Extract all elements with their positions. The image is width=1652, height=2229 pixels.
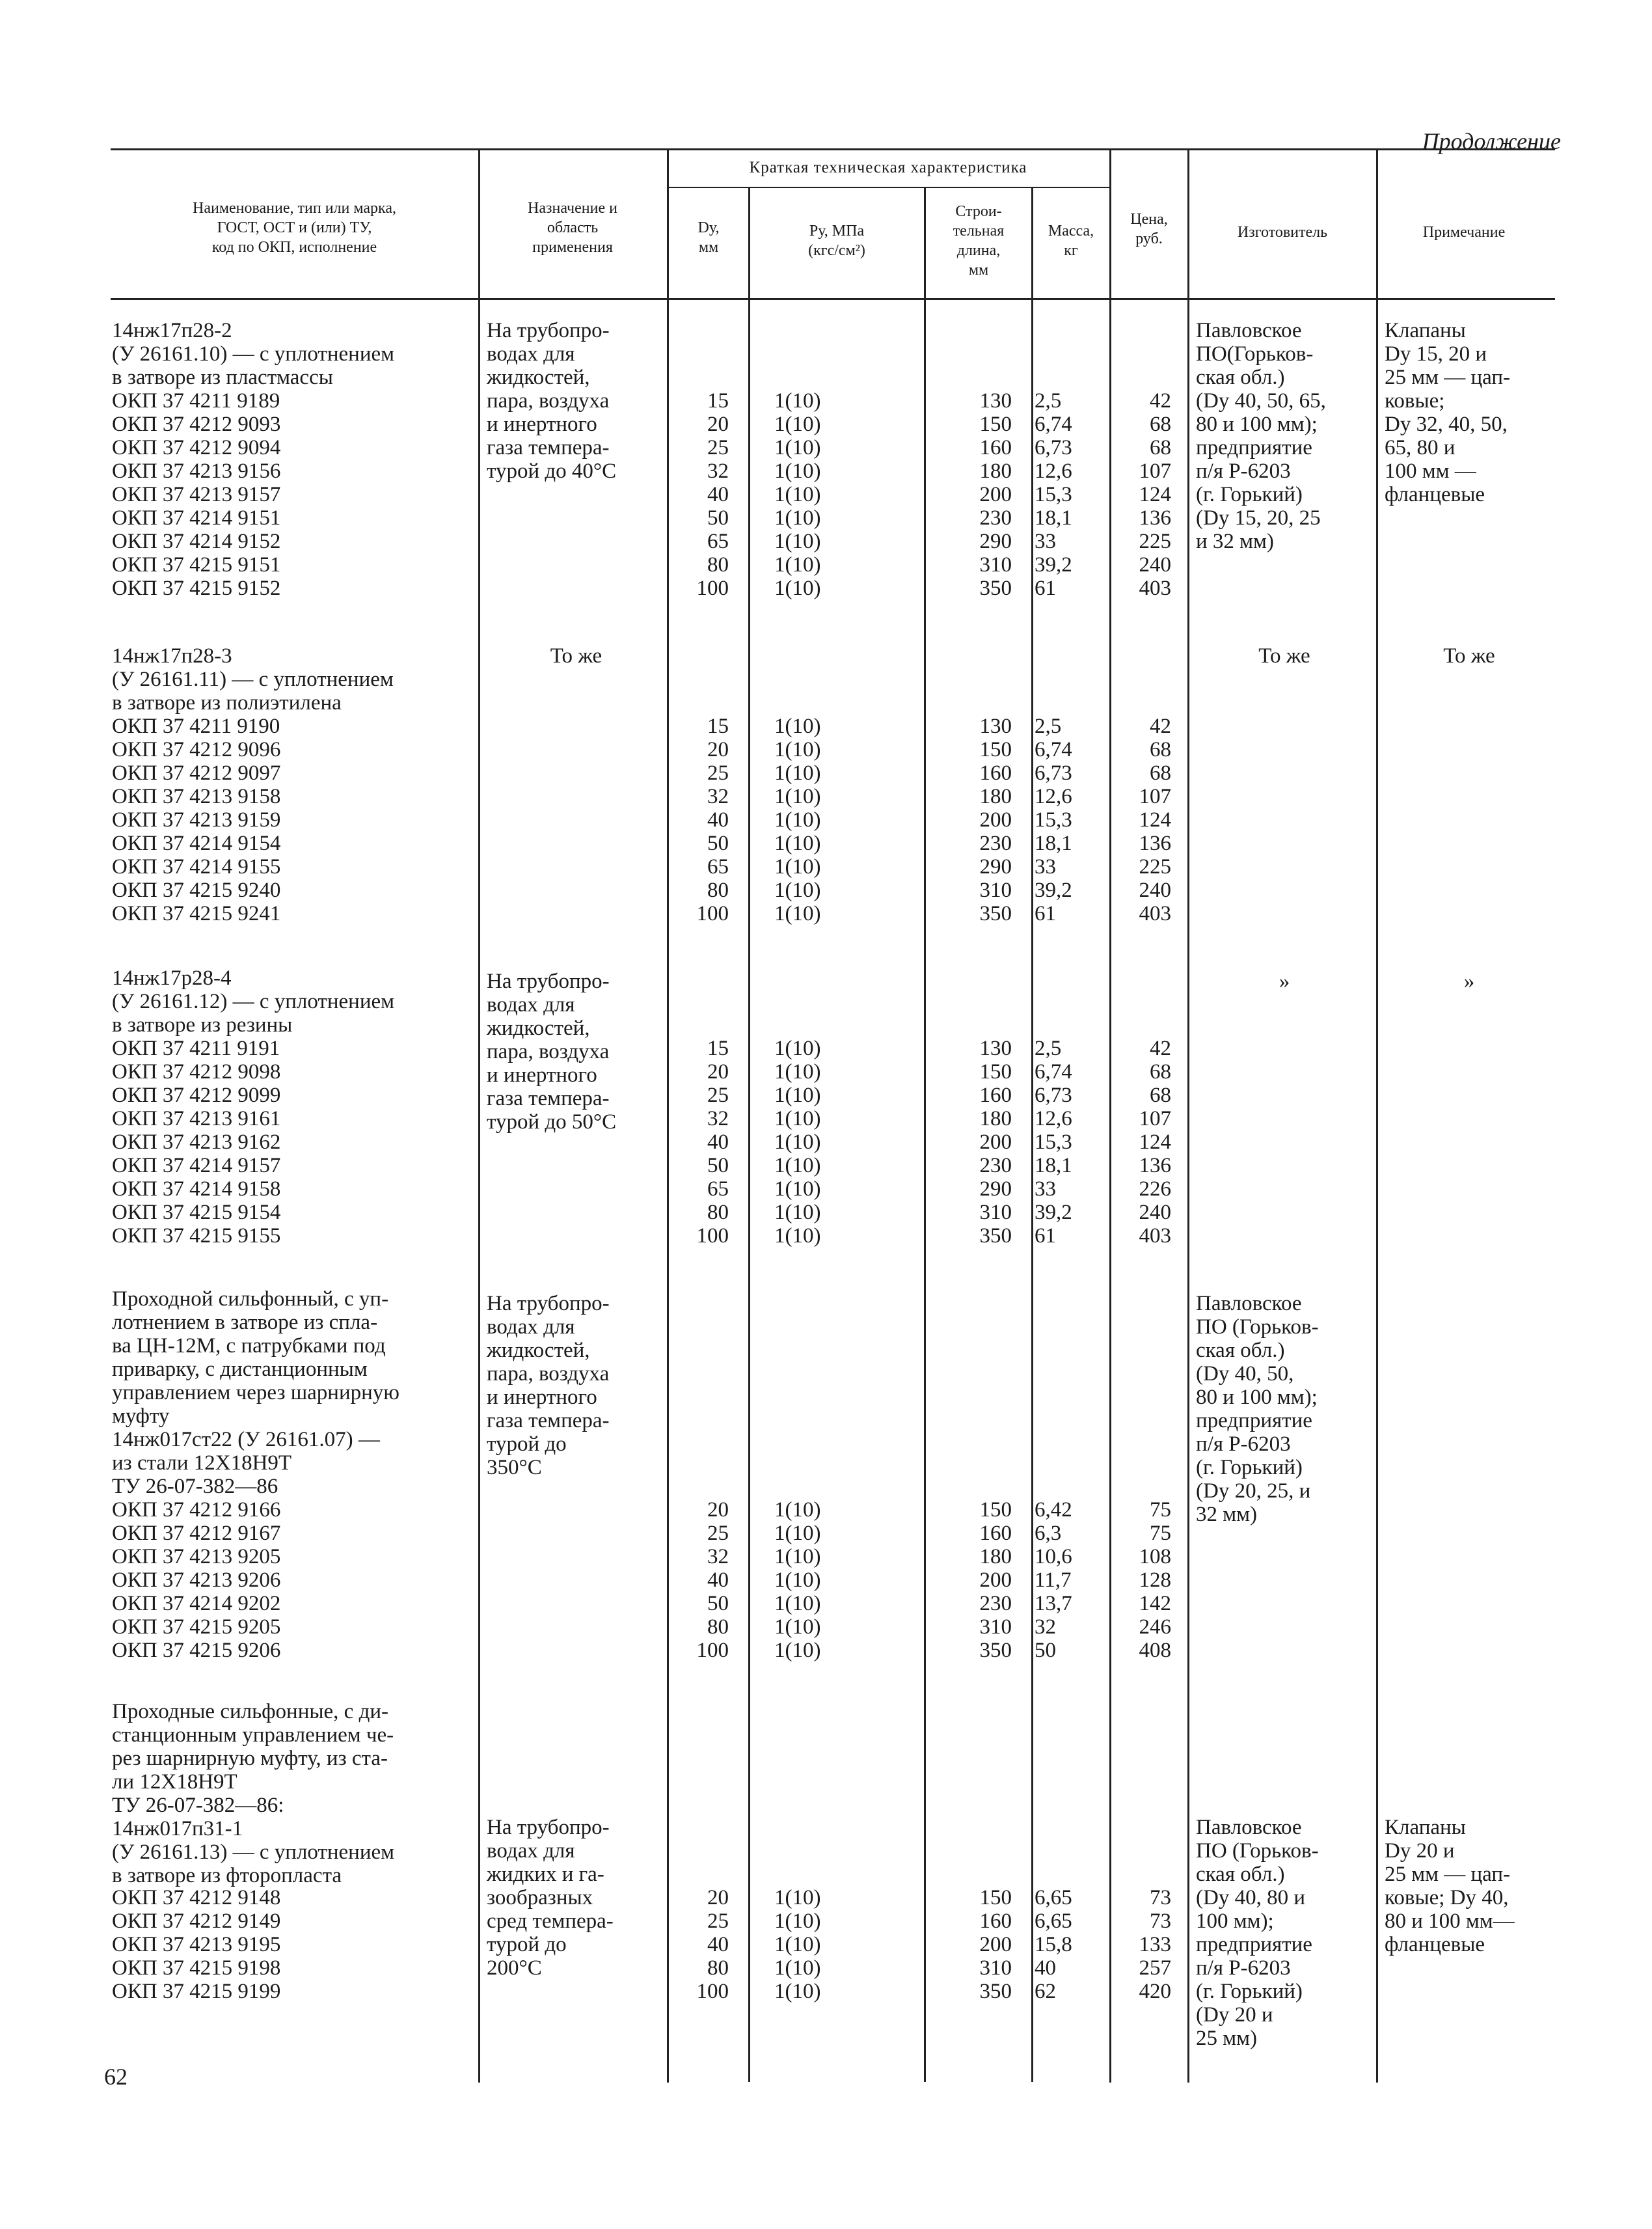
cell-py: 1(10) <box>774 1592 821 1615</box>
cell-length: 180 <box>979 1107 1012 1130</box>
cell-dy: 25 <box>707 761 729 785</box>
cell-length: 150 <box>979 1060 1012 1084</box>
cell-mass: 6,42 <box>1035 1498 1072 1522</box>
cell-length: 180 <box>979 459 1012 483</box>
cell-mass: 18,1 <box>1035 832 1072 855</box>
cell-py: 1(10) <box>774 459 821 483</box>
cell-py: 1(10) <box>774 1956 821 1980</box>
valve-name: 14нж17р28-4 (У 26161.12) — с уплотнением в затворе из резины <box>112 966 395 1037</box>
okp-code: ОКП 37 4214 9155 <box>112 855 281 879</box>
note-text: » <box>1463 970 1475 993</box>
cell-dy: 65 <box>707 855 729 879</box>
cell-length: 230 <box>979 1592 1012 1615</box>
cell-dy: 50 <box>707 1154 729 1177</box>
cell-mass: 39,2 <box>1035 1201 1072 1224</box>
cell-py: 1(10) <box>774 855 821 879</box>
cell-py: 1(10) <box>774 808 821 832</box>
cell-length: 350 <box>979 1980 1012 2003</box>
okp-code: ОКП 37 4212 9093 <box>112 413 281 436</box>
cell-mass: 2,5 <box>1035 715 1062 738</box>
header-bottom-rule <box>111 298 1555 300</box>
cell-dy: 20 <box>707 1498 729 1522</box>
purpose-text: На трубопро- водах для жидкостей, пара, воздуха и инертного газа темпера- турой до 40°С <box>487 319 617 483</box>
cell-mass: 33 <box>1035 530 1056 553</box>
cell-dy: 25 <box>707 436 729 459</box>
cell-length: 310 <box>979 879 1012 902</box>
cell-length: 230 <box>979 832 1012 855</box>
cell-dy: 20 <box>707 413 729 436</box>
cell-dy: 15 <box>707 389 729 413</box>
cell-dy: 25 <box>707 1522 729 1545</box>
col-rule-4 <box>924 188 926 2082</box>
cell-price: 68 <box>1150 761 1171 785</box>
cell-price: 73 <box>1150 1909 1171 1933</box>
col-rule-1 <box>478 150 480 2083</box>
cell-mass: 11,7 <box>1035 1568 1072 1592</box>
cell-mass: 6,65 <box>1035 1909 1072 1933</box>
cell-price: 225 <box>1139 855 1171 879</box>
cell-py: 1(10) <box>774 1933 821 1956</box>
cell-py: 1(10) <box>774 483 821 506</box>
cell-py: 1(10) <box>774 1909 821 1933</box>
cell-length: 180 <box>979 785 1012 808</box>
cell-price: 42 <box>1150 389 1171 413</box>
cell-py: 1(10) <box>774 1060 821 1084</box>
header-note: Примечание <box>1422 224 1506 241</box>
cell-price: 136 <box>1139 506 1171 530</box>
cell-mass: 39,2 <box>1035 879 1072 902</box>
cell-mass: 33 <box>1035 855 1056 879</box>
cell-price: 408 <box>1139 1639 1171 1662</box>
okp-code: ОКП 37 4211 9189 <box>112 389 280 413</box>
okp-code: ОКП 37 4212 9098 <box>112 1060 281 1084</box>
cell-price: 108 <box>1139 1545 1171 1568</box>
cell-length: 150 <box>979 1498 1012 1522</box>
cell-mass: 13,7 <box>1035 1592 1072 1615</box>
cell-length: 290 <box>979 855 1012 879</box>
cell-length: 150 <box>979 738 1012 761</box>
col-rule-7 <box>1187 150 1189 2083</box>
cell-dy: 32 <box>707 1545 729 1568</box>
cell-py: 1(10) <box>774 902 821 925</box>
cell-length: 150 <box>979 1886 1012 1909</box>
cell-py: 1(10) <box>774 506 821 530</box>
cell-mass: 6,73 <box>1035 1084 1072 1107</box>
header-length: Строи- тельная длина, мм <box>953 203 1005 279</box>
cell-dy: 80 <box>707 1615 729 1639</box>
cell-length: 290 <box>979 1177 1012 1201</box>
cell-py: 1(10) <box>774 1084 821 1107</box>
cell-price: 68 <box>1150 436 1171 459</box>
cell-price: 403 <box>1139 577 1171 600</box>
cell-dy: 100 <box>696 1224 729 1248</box>
cell-py: 1(10) <box>774 436 821 459</box>
cell-price: 68 <box>1150 413 1171 436</box>
cell-mass: 39,2 <box>1035 553 1072 577</box>
okp-code: ОКП 37 4214 9152 <box>112 530 281 553</box>
cell-length: 200 <box>979 1130 1012 1154</box>
okp-code: ОКП 37 4213 9162 <box>112 1130 281 1154</box>
col-rule-6 <box>1109 150 1111 2083</box>
cell-mass: 61 <box>1035 577 1056 600</box>
cell-price: 107 <box>1139 1107 1171 1130</box>
okp-code: ОКП 37 4215 9205 <box>112 1615 281 1639</box>
cell-price: 107 <box>1139 459 1171 483</box>
cell-py: 1(10) <box>774 1498 821 1522</box>
cell-dy: 15 <box>707 1037 729 1060</box>
cell-mass: 15,3 <box>1035 483 1072 506</box>
cell-price: 75 <box>1150 1498 1171 1522</box>
cell-length: 310 <box>979 1956 1012 1980</box>
cell-price: 403 <box>1139 1224 1171 1248</box>
cell-py: 1(10) <box>774 1037 821 1060</box>
cell-dy: 15 <box>707 715 729 738</box>
cell-py: 1(10) <box>774 1201 821 1224</box>
note-text: Клапаны Dу 15, 20 и 25 мм — цап- ковые; Dу 32, 40, 50, 65, 80 и 100 мм — фланцевые <box>1385 319 1511 506</box>
cell-dy: 80 <box>707 1956 729 1980</box>
col-rule-2 <box>667 150 669 2083</box>
purpose-text: На трубопро- водах для жидких и га- зообразных сред темпера- турой до 200°С <box>487 1816 614 1980</box>
cell-py: 1(10) <box>774 1177 821 1201</box>
cell-price: 403 <box>1139 902 1171 925</box>
cell-py: 1(10) <box>774 1886 821 1909</box>
cell-length: 200 <box>979 483 1012 506</box>
cell-dy: 65 <box>707 1177 729 1201</box>
cell-price: 226 <box>1139 1177 1171 1201</box>
cell-length: 200 <box>979 808 1012 832</box>
purpose-text: То же <box>550 644 603 668</box>
cell-py: 1(10) <box>774 715 821 738</box>
cell-length: 160 <box>979 1909 1012 1933</box>
cell-dy: 80 <box>707 553 729 577</box>
cell-price: 124 <box>1139 483 1171 506</box>
cell-mass: 2,5 <box>1035 1037 1062 1060</box>
cell-price: 257 <box>1139 1956 1171 1980</box>
cell-py: 1(10) <box>774 1224 821 1248</box>
cell-mass: 61 <box>1035 1224 1056 1248</box>
cell-dy: 20 <box>707 1060 729 1084</box>
okp-code: ОКП 37 4215 9155 <box>112 1224 281 1248</box>
okp-code: ОКП 37 4213 9157 <box>112 483 281 506</box>
cell-dy: 25 <box>707 1909 729 1933</box>
cell-py: 1(10) <box>774 413 821 436</box>
cell-price: 240 <box>1139 879 1171 902</box>
cell-dy: 40 <box>707 1933 729 1956</box>
cell-price: 75 <box>1150 1522 1171 1545</box>
okp-code: ОКП 37 4213 9156 <box>112 459 281 483</box>
valve-name: Проходной сильфонный, с уп- лотнением в затворе из спла- ва ЦН-12М, с патрубками под приварку, с дистанционным управлением через шарнирную муфту 14нж017ст22 (У 26161.07) — из стали 12Х18Н9Т ТУ 26-07-382—86 <box>112 1287 399 1498</box>
okp-code: ОКП 37 4212 9094 <box>112 436 281 459</box>
note-text: Клапаны Dу 20 и 25 мм — цап- ковые; Dу 40, 80 и 100 мм— фланцевые <box>1385 1816 1515 1956</box>
cell-mass: 33 <box>1035 1177 1056 1201</box>
okp-code: ОКП 37 4213 9158 <box>112 785 281 808</box>
header-maker: Изготовитель <box>1237 224 1328 241</box>
cell-length: 230 <box>979 1154 1012 1177</box>
header-name: Наименование, тип или марка, ГОСТ, ОСТ и (или) ТУ, код по ОКП, исполнение <box>193 200 396 256</box>
cell-mass: 15,3 <box>1035 808 1072 832</box>
cell-length: 160 <box>979 1084 1012 1107</box>
col-rule-5 <box>1031 188 1033 2082</box>
header-group: Краткая техническая характеристика <box>749 159 1027 176</box>
cell-length: 200 <box>979 1568 1012 1592</box>
okp-code: ОКП 37 4214 9202 <box>112 1592 281 1615</box>
cell-py: 1(10) <box>774 1980 821 2003</box>
valve-name: Проходные сильфонные, с ди- станционным управлением че- рез шарнирную муфту, из ста- ли 12Х18Н9Т ТУ 26-07-382—86: 14нж017п31-1 (У 26161.13) — с уплотнением в затворе из фторопласта <box>112 1700 395 1887</box>
okp-code: ОКП 37 4212 9167 <box>112 1522 281 1545</box>
cell-py: 1(10) <box>774 1615 821 1639</box>
cell-py: 1(10) <box>774 832 821 855</box>
okp-code: ОКП 37 4212 9166 <box>112 1498 281 1522</box>
okp-code: ОКП 37 4215 9206 <box>112 1639 281 1662</box>
okp-code: ОКП 37 4213 9205 <box>112 1545 281 1568</box>
cell-price: 42 <box>1150 715 1171 738</box>
header-mass: Масса, кг <box>1048 223 1094 259</box>
cell-length: 130 <box>979 1037 1012 1060</box>
maker-text: Павловское ПО (Горьков- ская обл.) (Dу 40, 80 и 100 мм); предприятие п/я Р-6203 (г. Горький) (Dу 20 и 25 мм) <box>1196 1816 1319 2050</box>
cell-dy: 40 <box>707 808 729 832</box>
cell-dy: 32 <box>707 459 729 483</box>
cell-price: 136 <box>1139 832 1171 855</box>
okp-code: ОКП 37 4212 9096 <box>112 738 281 761</box>
okp-code: ОКП 37 4215 9199 <box>112 1980 281 2003</box>
cell-price: 68 <box>1150 1084 1171 1107</box>
cell-py: 1(10) <box>774 1639 821 1662</box>
cell-mass: 15,8 <box>1035 1933 1072 1956</box>
note-text: То же <box>1443 644 1495 668</box>
cell-mass: 12,6 <box>1035 1107 1072 1130</box>
cell-price: 124 <box>1139 1130 1171 1154</box>
maker-text: То же <box>1258 644 1310 668</box>
cell-py: 1(10) <box>774 761 821 785</box>
cell-price: 240 <box>1139 553 1171 577</box>
header-py: Pу, МПа (кгс/см²) <box>808 223 865 259</box>
cell-mass: 6,73 <box>1035 436 1072 459</box>
cell-price: 240 <box>1139 1201 1171 1224</box>
cell-length: 150 <box>979 413 1012 436</box>
okp-code: ОКП 37 4213 9159 <box>112 808 281 832</box>
cell-mass: 6,74 <box>1035 1060 1072 1084</box>
cell-dy: 20 <box>707 1886 729 1909</box>
cell-length: 130 <box>979 715 1012 738</box>
cell-mass: 6,73 <box>1035 761 1072 785</box>
maker-text: Павловское ПО (Горьков- ская обл.) (Dу 40, 50, 80 и 100 мм); предприятие п/я Р-6203 (г. Горький) (Dу 20, 25, и 32 мм) <box>1196 1292 1319 1526</box>
maker-text: » <box>1279 970 1290 993</box>
cell-dy: 40 <box>707 1568 729 1592</box>
cell-length: 230 <box>979 506 1012 530</box>
valve-name: 14нж17п28-2 (У 26161.10) — с уплотнением в затворе из пластмассы <box>112 319 395 389</box>
okp-code: ОКП 37 4215 9240 <box>112 879 281 902</box>
cell-length: 200 <box>979 1933 1012 1956</box>
cell-length: 310 <box>979 1201 1012 1224</box>
cell-mass: 15,3 <box>1035 1130 1072 1154</box>
cell-dy: 32 <box>707 1107 729 1130</box>
okp-code: ОКП 37 4212 9149 <box>112 1909 281 1933</box>
group-header-rule <box>667 187 1109 188</box>
cell-py: 1(10) <box>774 1154 821 1177</box>
okp-code: ОКП 37 4211 9191 <box>112 1037 280 1060</box>
cell-length: 180 <box>979 1545 1012 1568</box>
okp-code: ОКП 37 4212 9148 <box>112 1886 281 1909</box>
cell-dy: 80 <box>707 879 729 902</box>
cell-price: 246 <box>1139 1615 1171 1639</box>
okp-code: ОКП 37 4215 9151 <box>112 553 281 577</box>
header-dy: Dу, мм <box>697 219 720 256</box>
cell-py: 1(10) <box>774 785 821 808</box>
cell-mass: 50 <box>1035 1639 1056 1662</box>
maker-text: Павловское ПО(Горьков- ская обл.) (Dу 40, 50, 65, 80 и 100 мм); предприятие п/я Р-6203 (г. Горький) (Dу 15, 20, 25 и 32 мм) <box>1196 319 1326 553</box>
cell-mass: 62 <box>1035 1980 1056 2003</box>
cell-py: 1(10) <box>774 577 821 600</box>
cell-mass: 12,6 <box>1035 459 1072 483</box>
cell-mass: 6,3 <box>1035 1522 1062 1545</box>
cell-length: 350 <box>979 577 1012 600</box>
cell-price: 42 <box>1150 1037 1171 1060</box>
cell-price: 68 <box>1150 738 1171 761</box>
cell-dy: 32 <box>707 785 729 808</box>
okp-code: ОКП 37 4214 9158 <box>112 1177 281 1201</box>
cell-py: 1(10) <box>774 879 821 902</box>
cell-price: 133 <box>1139 1933 1171 1956</box>
cell-mass: 10,6 <box>1035 1545 1072 1568</box>
header-purpose: Назначение и область применения <box>528 200 617 256</box>
col-rule-3 <box>748 188 750 2082</box>
continuation-label: Продолжение <box>1422 128 1561 154</box>
cell-length: 160 <box>979 436 1012 459</box>
okp-code: ОКП 37 4215 9198 <box>112 1956 281 1980</box>
cell-dy: 65 <box>707 530 729 553</box>
cell-mass: 18,1 <box>1035 506 1072 530</box>
okp-code: ОКП 37 4211 9190 <box>112 715 280 738</box>
cell-price: 124 <box>1139 808 1171 832</box>
cell-dy: 100 <box>696 577 729 600</box>
purpose-text: На трубопро- водах для жидкостей, пара, воздуха и инертного газа темпера- турой до 350°С <box>487 1292 610 1479</box>
cell-dy: 50 <box>707 832 729 855</box>
cell-price: 128 <box>1139 1568 1171 1592</box>
cell-mass: 12,6 <box>1035 785 1072 808</box>
cell-dy: 100 <box>696 902 729 925</box>
cell-mass: 6,65 <box>1035 1886 1072 1909</box>
cell-length: 130 <box>979 389 1012 413</box>
okp-code: ОКП 37 4212 9099 <box>112 1084 281 1107</box>
okp-code: ОКП 37 4215 9241 <box>112 902 281 925</box>
cell-dy: 40 <box>707 483 729 506</box>
cell-py: 1(10) <box>774 1568 821 1592</box>
header-price: Цена, руб. <box>1130 211 1168 247</box>
cell-dy: 80 <box>707 1201 729 1224</box>
cell-py: 1(10) <box>774 1522 821 1545</box>
cell-mass: 32 <box>1035 1615 1056 1639</box>
cell-py: 1(10) <box>774 1545 821 1568</box>
cell-dy: 25 <box>707 1084 729 1107</box>
cell-dy: 100 <box>696 1980 729 2003</box>
cell-length: 350 <box>979 902 1012 925</box>
cell-dy: 40 <box>707 1130 729 1154</box>
col-rule-8 <box>1376 150 1378 2083</box>
cell-length: 160 <box>979 761 1012 785</box>
okp-code: ОКП 37 4215 9154 <box>112 1201 281 1224</box>
okp-code: ОКП 37 4213 9161 <box>112 1107 281 1130</box>
cell-length: 350 <box>979 1224 1012 1248</box>
cell-dy: 20 <box>707 738 729 761</box>
cell-price: 420 <box>1139 1980 1171 2003</box>
page-number: 62 <box>104 2064 128 2090</box>
okp-code: ОКП 37 4212 9097 <box>112 761 281 785</box>
cell-length: 310 <box>979 1615 1012 1639</box>
cell-mass: 18,1 <box>1035 1154 1072 1177</box>
cell-mass: 40 <box>1035 1956 1056 1980</box>
cell-price: 142 <box>1139 1592 1171 1615</box>
cell-mass: 2,5 <box>1035 389 1062 413</box>
cell-mass: 6,74 <box>1035 413 1072 436</box>
cell-dy: 50 <box>707 1592 729 1615</box>
table-top-rule <box>111 148 1555 150</box>
cell-length: 160 <box>979 1522 1012 1545</box>
okp-code: ОКП 37 4213 9206 <box>112 1568 281 1592</box>
purpose-text: На трубопро- водах для жидкостей, пара, воздуха и инертного газа темпера- турой до 50°С <box>487 970 617 1134</box>
cell-py: 1(10) <box>774 553 821 577</box>
okp-code: ОКП 37 4213 9195 <box>112 1933 281 1956</box>
okp-code: ОКП 37 4214 9154 <box>112 832 281 855</box>
cell-py: 1(10) <box>774 389 821 413</box>
cell-py: 1(10) <box>774 1130 821 1154</box>
cell-price: 225 <box>1139 530 1171 553</box>
valve-name: 14нж17п28-3 (У 26161.11) — с уплотнением в затворе из полиэтилена <box>112 644 394 715</box>
cell-length: 290 <box>979 530 1012 553</box>
cell-mass: 61 <box>1035 902 1056 925</box>
cell-price: 73 <box>1150 1886 1171 1909</box>
okp-code: ОКП 37 4214 9151 <box>112 506 281 530</box>
cell-price: 107 <box>1139 785 1171 808</box>
cell-length: 310 <box>979 553 1012 577</box>
cell-length: 350 <box>979 1639 1012 1662</box>
cell-py: 1(10) <box>774 530 821 553</box>
cell-dy: 100 <box>696 1639 729 1662</box>
okp-code: ОКП 37 4214 9157 <box>112 1154 281 1177</box>
cell-py: 1(10) <box>774 1107 821 1130</box>
cell-price: 68 <box>1150 1060 1171 1084</box>
okp-code: ОКП 37 4215 9152 <box>112 577 281 600</box>
cell-py: 1(10) <box>774 738 821 761</box>
cell-dy: 50 <box>707 506 729 530</box>
cell-mass: 6,74 <box>1035 738 1072 761</box>
cell-price: 136 <box>1139 1154 1171 1177</box>
